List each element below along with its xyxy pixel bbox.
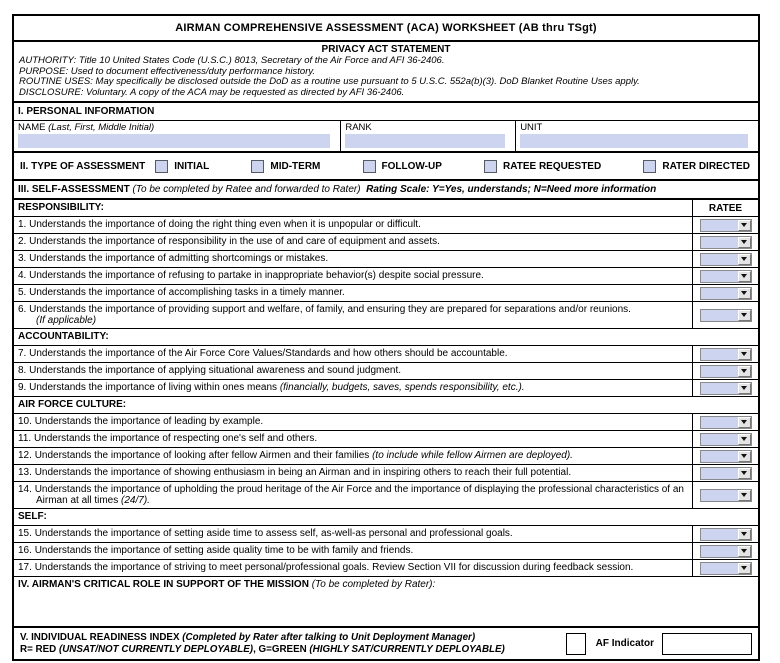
ratee-cell [692, 302, 758, 328]
ratee-cell [692, 346, 758, 362]
assessment-item-text: 12. Understands the importance of looking after fellow Airmen and their families (to include while fellow Airmen are deployed). [18, 450, 573, 461]
form-title: AIRMAN COMPREHENSIVE ASSESSMENT (ACA) WORKSHEET (AB thru TSgt) [14, 16, 758, 42]
dropdown-arrow-icon[interactable] [738, 546, 751, 557]
category-header: SELF: [18, 511, 47, 522]
assessment-item-text: 17. Understands the importance of striving to meet personal/professional goals. Review Section VII for discussion during feedback session. [18, 562, 634, 573]
dropdown-value [701, 366, 738, 377]
ratee-cell [692, 234, 758, 250]
assessment-item-text: 16. Understands the importance of setting aside quality time to be with family and friends. [18, 545, 414, 556]
assessment-item-row [14, 465, 758, 482]
section-readiness [14, 628, 758, 659]
ratee-rating-dropdown[interactable] [700, 416, 752, 429]
dropdown-value [701, 310, 738, 321]
category-header-row [14, 397, 758, 414]
assessment-item-text: 1. Understands the importance of doing the right thing even when it is unpopular or difficult. [18, 219, 421, 230]
dropdown-value [701, 546, 738, 557]
name-label: NAME (Last, First, Middle Initial) [18, 122, 155, 133]
ratee-rating-dropdown[interactable] [700, 348, 752, 361]
dropdown-arrow-icon[interactable] [738, 563, 751, 574]
assessment-item-row [14, 302, 758, 329]
checkbox-label: FOLLOW-UP [381, 160, 442, 172]
assessment-item-text: 9. Understands the importance of living within ones means (financially, budgets, saves, spends responsibility, etc.). [18, 382, 525, 393]
dropdown-value [701, 563, 738, 574]
dropdown-arrow-icon[interactable] [738, 254, 751, 265]
dropdown-value [701, 254, 738, 265]
ratee-cell [692, 482, 758, 508]
af-indicator-label: AF Indicator [595, 638, 654, 649]
assessment-item-row [14, 268, 758, 285]
assessment-item-row [14, 482, 758, 509]
mission-header: IV. AIRMAN'S CRITICAL ROLE IN SUPPORT OF THE MISSION [18, 579, 309, 590]
assessment-item-row [14, 431, 758, 448]
dropdown-value [701, 468, 738, 479]
dropdown-arrow-icon[interactable] [738, 220, 751, 231]
ratee-cell [692, 268, 758, 284]
assessment-item-row [14, 234, 758, 251]
name-input[interactable] [18, 134, 330, 148]
ratee-rating-dropdown[interactable] [700, 562, 752, 575]
rating-scale-note: Rating Scale: Y=Yes, understands; N=Need more information [366, 184, 657, 195]
section-personal-info-header: I. PERSONAL INFORMATION [14, 103, 758, 121]
assessment-item-row [14, 448, 758, 465]
ratee-cell [692, 543, 758, 559]
assessment-item-text: 11. Understands the importance of respecting one's self and others. [18, 433, 318, 444]
checkbox-initial[interactable] [155, 160, 168, 173]
dropdown-value [701, 451, 738, 462]
ratee-cell [692, 414, 758, 430]
assessment-item-text: 4. Understands the importance of refusing to partake in inappropriate behavior(s) despite social pressure. [18, 270, 484, 281]
privacy-line: ROUTINE USES: May specifically be disclosed outside the DoD as a routine use pursuant to 5 U.S.C. 552a(b)(3). DoD Blanket Routine Uses apply. [19, 76, 640, 87]
ratee-cell [692, 465, 758, 481]
category-header: AIR FORCE CULTURE: [18, 399, 127, 410]
name-cell [14, 121, 341, 151]
ratee-rating-dropdown[interactable] [700, 309, 752, 322]
dropdown-value [701, 220, 738, 231]
assessment-item-text: 10. Understands the importance of leading by example. [18, 416, 264, 427]
dropdown-arrow-icon[interactable] [738, 451, 751, 462]
checkbox-group [363, 160, 442, 173]
checkbox-group [484, 160, 601, 173]
assessment-item-row [14, 363, 758, 380]
dropdown-value [701, 490, 738, 501]
rank-cell [341, 121, 516, 151]
aca-worksheet-form [12, 14, 760, 661]
ratee-cell [692, 431, 758, 447]
assessment-item-row [14, 543, 758, 560]
dropdown-arrow-icon[interactable] [738, 366, 751, 377]
unit-cell [516, 121, 758, 151]
unit-input[interactable] [520, 134, 748, 148]
section-mission [14, 577, 758, 628]
checkbox-follow-up[interactable] [363, 160, 376, 173]
ratee-rating-dropdown[interactable] [700, 236, 752, 249]
checkbox-ratee-requested[interactable] [484, 160, 497, 173]
ratee-rating-dropdown[interactable] [700, 489, 752, 502]
assessment-item-text: 13. Understands the importance of showing enthusiasm in being an Airman and in inspiring others to reach their full potential. [18, 467, 572, 478]
privacy-header: PRIVACY ACT STATEMENT [321, 44, 451, 55]
category-header-row [14, 509, 758, 526]
dropdown-arrow-icon[interactable] [738, 310, 751, 321]
mission-note: (To be completed by Rater): [311, 579, 436, 590]
checkbox-group [251, 160, 320, 173]
ratee-column-header: RATEE [692, 200, 758, 216]
category-header-row [14, 329, 758, 346]
dropdown-value [701, 349, 738, 360]
ratee-cell [692, 560, 758, 576]
dropdown-arrow-icon[interactable] [738, 434, 751, 445]
assessment-item-text: 14. Understands the importance of upholding the proud heritage of the Air Force and the importance of displaying the professional characteristics of an Airman at all times (24/7). [18, 484, 684, 506]
ratee-rating-dropdown[interactable] [700, 528, 752, 541]
dropdown-arrow-icon[interactable] [738, 349, 751, 360]
assessment-item-text: 7. Understands the importance of the Air Force Core Values/Standards and how others should be accountable. [18, 348, 508, 359]
checkbox-label: RATER DIRECTED [662, 160, 750, 172]
self-assessment-header [14, 181, 758, 200]
assessment-table [14, 200, 758, 577]
dropdown-arrow-icon[interactable] [738, 529, 751, 540]
checkbox-rater-directed[interactable] [643, 160, 656, 173]
assessment-type-header: II. TYPE OF ASSESSMENT [20, 160, 146, 172]
ratee-rating-dropdown[interactable] [700, 270, 752, 283]
readiness-header: V. INDIVIDUAL READINESS INDEX [20, 631, 180, 643]
ratee-cell [692, 285, 758, 301]
assessment-type-options [155, 160, 752, 173]
assessment-item-row [14, 346, 758, 363]
ratee-cell [692, 448, 758, 464]
assessment-item-row [14, 251, 758, 268]
readiness-note: (Completed by Rater after talking to Unit Deployment Manager) [182, 631, 476, 643]
privacy-line: AUTHORITY: Title 10 United States Code (U.S.C.) 8013, Secretary of the Air Force and AFI 36-2406. [19, 55, 445, 66]
privacy-line: PURPOSE: Used to document effectiveness/duty performance history. [19, 65, 316, 77]
readiness-legend: R= RED (UNSAT/NOT CURRENTLY DEPLOYABLE), G=GREEN (HIGHLY SAT/CURRENTLY DEPLOYABLE) [20, 643, 505, 655]
dropdown-arrow-icon[interactable] [738, 288, 751, 299]
ratee-cell [692, 526, 758, 542]
dropdown-arrow-icon[interactable] [738, 271, 751, 282]
dropdown-value [701, 417, 738, 428]
dropdown-value [701, 237, 738, 248]
dropdown-arrow-icon[interactable] [738, 468, 751, 479]
ratee-rating-dropdown[interactable] [700, 382, 752, 395]
assessment-item-row [14, 217, 758, 234]
rank-input[interactable] [345, 134, 505, 148]
category-header: ACCOUNTABILITY: [18, 331, 109, 342]
assessment-item-text: 8. Understands the importance of applying situational awareness and sound judgment. [18, 365, 402, 376]
dropdown-arrow-icon[interactable] [738, 383, 751, 394]
assessment-item-text: 2. Understands the importance of responsibility in the use of and care of equipment and assets. [18, 236, 440, 247]
assessment-item-text: 6. Understands the importance of providing support and welfare, of family, and ensuring they are prepared for separations and/or reunions. (If applicable) [18, 304, 631, 326]
readiness-text [20, 632, 560, 656]
af-indicator-box[interactable] [662, 633, 752, 655]
ratee-rating-dropdown[interactable] [700, 253, 752, 266]
checkbox-label: RATEE REQUESTED [503, 160, 602, 172]
dropdown-value [701, 288, 738, 299]
self-assessment-note: (To be completed by Ratee and forwarded to Rater) [132, 184, 361, 195]
ratee-rating-dropdown[interactable] [700, 450, 752, 463]
ratee-cell [692, 380, 758, 396]
category-header: RESPONSIBILITY: [18, 202, 104, 213]
checkbox-group [643, 160, 750, 173]
ratee-rating-dropdown[interactable] [700, 287, 752, 300]
rank-label: RANK [345, 122, 372, 133]
privacy-lines [19, 56, 753, 98]
unit-label: UNIT [520, 122, 543, 133]
assessment-item-text: 5. Understands the importance of accomplishing tasks in a timely manner. [18, 287, 345, 298]
dropdown-arrow-icon[interactable] [738, 417, 751, 428]
assessment-item-row [14, 526, 758, 543]
ratee-cell [692, 251, 758, 267]
assessment-item-text: 15. Understands the importance of setting aside time to assess self, as-well-as personal and professional goals. [18, 528, 513, 539]
assessment-item-row [14, 380, 758, 397]
ratee-cell [692, 363, 758, 379]
checkbox-group [155, 160, 209, 173]
privacy-act-statement [14, 42, 758, 103]
ratee-rating-dropdown[interactable] [700, 365, 752, 378]
assessment-item-text: 3. Understands the importance of admitting shortcomings or mistakes. [18, 253, 329, 264]
ratee-rating-dropdown[interactable] [700, 219, 752, 232]
assessment-item-row [14, 560, 758, 577]
ratee-rating-dropdown[interactable] [700, 545, 752, 558]
dropdown-value [701, 434, 738, 445]
checkbox-label: MID-TERM [270, 160, 321, 172]
assessment-item-row [14, 285, 758, 302]
personal-info-row [14, 121, 758, 153]
readiness-index-box[interactable] [566, 633, 586, 655]
dropdown-value [701, 383, 738, 394]
assessment-item-row [14, 414, 758, 431]
ratee-rating-dropdown[interactable] [700, 467, 752, 480]
assessment-type-row [14, 153, 758, 181]
ratee-cell [692, 217, 758, 233]
category-header-row [14, 200, 758, 217]
self-assessment-title: III. SELF-ASSESSMENT [18, 184, 130, 195]
checkbox-mid-term[interactable] [251, 160, 264, 173]
privacy-line: DISCLOSURE: Voluntary. A copy of the ACA may be requested as directed by AFI 36-2406. [19, 86, 405, 98]
checkbox-label: INITIAL [174, 160, 210, 172]
dropdown-value [701, 529, 738, 540]
ratee-rating-dropdown[interactable] [700, 433, 752, 446]
dropdown-value [701, 271, 738, 282]
dropdown-arrow-icon[interactable] [738, 237, 751, 248]
dropdown-arrow-icon[interactable] [738, 490, 751, 501]
